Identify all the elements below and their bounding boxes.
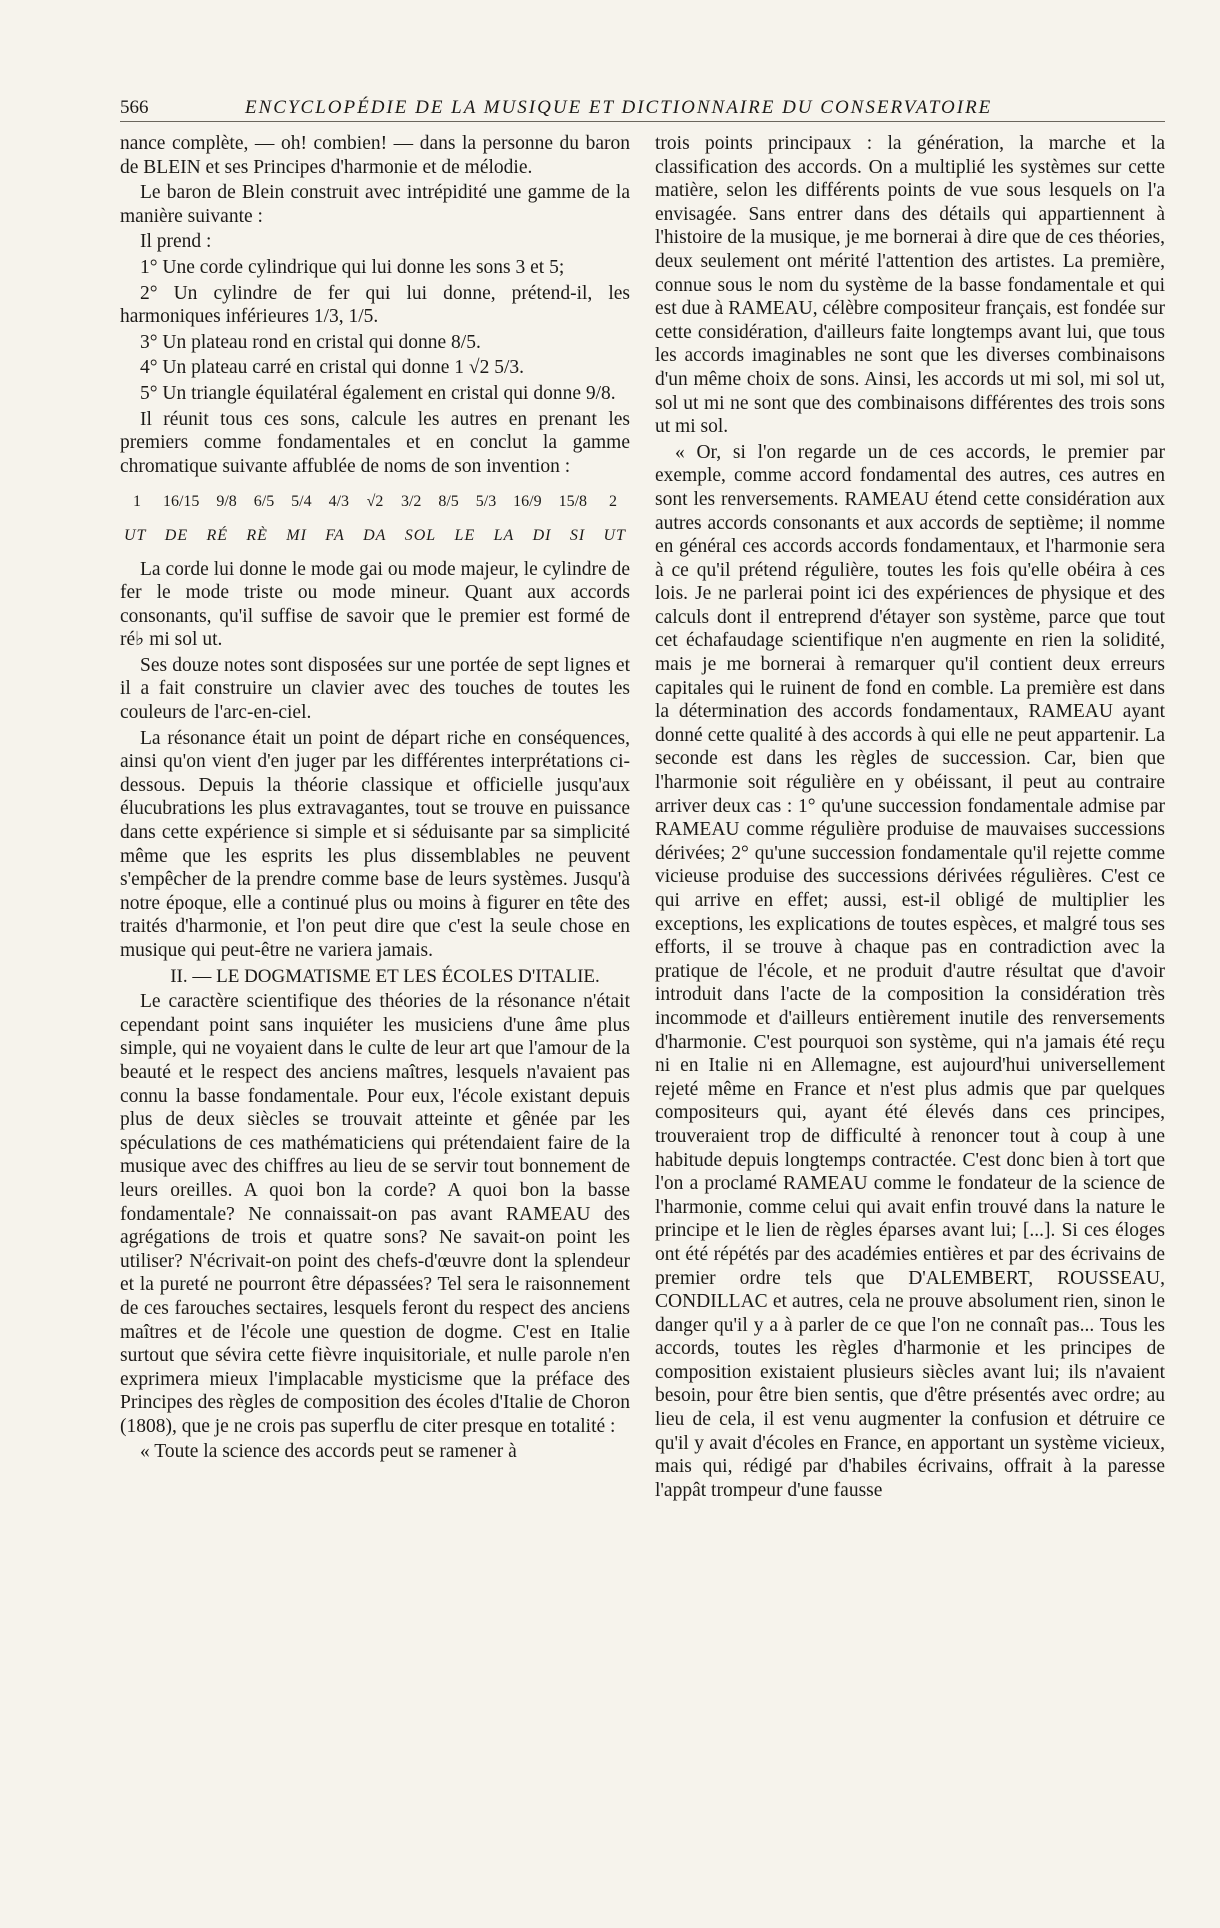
paragraph: nance complète, — oh! combien! — dans la personne du baron de BLEIN et ses Principes d'harmonie et de mélodie. bbox=[120, 133, 630, 178]
paragraph: Le caractère scientifique des théories de la résonance n'était cependant point sans inquiéter les musiciens d'une âme plus simple, qui ne voyaient dans le culte de leur art que l'amour de la beauté et le respect des anciens maîtres, lesquels n'avaient pas connu la basse fondamentale. Pour eux, l'école existant depuis plus de deux siècles se trouvait atteinte et gênée par les spéculations de ces mathématiciens qui prétendaient faire de la musique avec des chiffres au lieu de se servir tout bonnement de leurs oreilles. A quoi bon la corde? A quoi bon la basse fondamentale? Ne connaissait-on pas avant RAMEAU des agrégations de trois et quatre sons? Ne savait-on point les utiliser? N'écrivait-on point des chefs-d'œuvre dont la splendeur et la pureté ne pourront être dépassées? Tel sera le raisonnement de ces farouches sectaires, lesquels feront du respect des anciens maîtres et de l'école une question de dogme. C'est en Italie surtout que sévira cette fièvre inquisitoriale, et nulle parole n'en exprimera mieux l'implacable mysticisme que la préface des Principes des règles de composition des écoles d'Italie de Choron (1808), que je ne crois pas superflu de citer presque en totalité : bbox=[120, 991, 630, 1437]
scale-ratio: 9/8 bbox=[216, 493, 237, 511]
scale-ratio: 15/8 bbox=[558, 493, 588, 511]
scale-ratio: 2 bbox=[608, 493, 617, 511]
scale-ratio: 8/5 bbox=[438, 493, 459, 511]
list-item: 2° Un cylindre de fer qui lui donne, prétend-il, les harmoniques inférieures 1/3, 1/5. bbox=[120, 282, 630, 328]
scale-ratio: 1 bbox=[133, 493, 141, 511]
note-name: RÈ bbox=[246, 526, 268, 544]
page-number: 566 bbox=[120, 97, 149, 118]
note-name: UT bbox=[603, 526, 626, 544]
paragraph: Il prend : bbox=[140, 231, 212, 253]
paragraph: trois points principaux : la génération, la marche et la classification des accords. On a multiplié les systèmes sur cette matière, selon les différents points de vue sous lesquels on l'a envisagée. Sans entrer dans des détails qui appartiennent à l'histoire de la musique, je me bornerai à dire que de ces théories, deux seulement ont mérité l'attention des artistes. La première, connue sous le nom du système de la basse fondamentale et qui est due à RAMEAU, célèbre compositeur français, est fondée sur cette considération, d'ailleurs faite longtemps avant lui, que tous les accords imaginables ne sont que les diverses combinaisons d'un même choix de sons. Ainsi, les accords ut mi sol, mi sol ut, sol ut mi ne sont que des combinaisons différentes des trois sons ut mi sol. bbox=[655, 133, 1165, 438]
note-name: DE bbox=[164, 526, 189, 544]
note-name: SI bbox=[569, 526, 586, 544]
left-column bbox=[120, 132, 630, 1466]
list-item: 3° Un plateau rond en cristal qui donne 8/5. bbox=[140, 331, 481, 353]
right-column bbox=[655, 132, 1165, 1504]
note-name: SOL bbox=[404, 526, 437, 544]
scale-ratio: 16/9 bbox=[513, 493, 542, 511]
note-name: LA bbox=[493, 526, 515, 544]
note-name: DA bbox=[363, 526, 387, 544]
list-item: 5° Un triangle équilatéral également en cristal qui donne 9/8. bbox=[140, 382, 616, 404]
note-name: LE bbox=[454, 526, 476, 544]
scale-names-row bbox=[120, 514, 630, 548]
note-name: DI bbox=[532, 526, 552, 544]
list-item: 1° Une corde cylindrique qui lui donne les sons 3 et 5; bbox=[140, 256, 565, 278]
paragraph: « Toute la science des accords peut se ramener à bbox=[140, 1441, 517, 1463]
scale-ratio: 6/5 bbox=[253, 493, 275, 511]
note-name: MI bbox=[286, 526, 307, 544]
running-title: ENCYCLOPÉDIE DE LA MUSIQUE ET DICTIONNAIRE DU CONSERVATOIRE bbox=[245, 97, 993, 118]
paragraph: La corde lui donne le mode gai ou mode majeur, le cylindre de fer le mode triste ou mode mineur. Quant aux accords consonants, qu'il suffise de savoir que le premier est formé de ré♭ mi sol ut. bbox=[120, 558, 630, 651]
note-name: FA bbox=[325, 526, 345, 544]
scale-ratio: 4/3 bbox=[328, 493, 350, 511]
section-heading: II. — LE DOGMATISME ET LES ÉCOLES D'ITALIE. bbox=[170, 965, 600, 987]
paragraph: Le baron de Blein construit avec intrépidité une gamme de la manière suivante : bbox=[120, 182, 630, 227]
note-name: RÉ bbox=[206, 526, 229, 544]
paragraph: « Or, si l'on regarde un de ces accords, le premier par exemple, comme accord fondamental des autres, ces autres en sont les renversements. RAMEAU étend cette considération aux autres accords consonants et aux accords de septième; il nomme en général ces accords accords fondamentaux, et l'harmonie sera à ce qu'il prétend régulière, toutes les fois qu'elle obéira à ces lois. Je ne parlerai point ici des expériences de physique et des calculs dont il entreprend d'étayer son système, parce que tout cet échafaudage scientifique n'en augmente en rien la solidité, mais je me bornerai à remarquer qu'il contient deux erreurs capitales qui le ruinent de fond en comble. La première est dans la détermination des accords fondamentaux, RAMEAU ayant donné cette qualité à des accords à qui elle ne peut appartenir. La seconde est dans les règles de succession. Car, bien que l'harmonie soit régulière en y obéissant, il peut au contraire arriver deux cas : 1° qu'une succession fondamentale admise par RAMEAU comme régulière produise de mauvaises successions dérivées; 2° qu'une succession fondamentale qu'il rejette comme vicieuse produise des successions dérivées régulières. C'est ce qui arrive en effet; aussi, est-il obligé de multiplier les exceptions, les explications de toutes espèces, et malgré tous ses efforts, il se trouve à chaque pas en contradiction avec la pratique de l'école, et ne produit d'autre résultat que d'avoir introduit dans l'acte de la composition la considération très incommode et d'ailleurs entièrement inutile des renversements d'harmonie. C'est pourquoi son système, qui n'a jamais été reçu ni en Italie ni en Allemagne, est aujourd'hui universellement rejeté même en France et n'est plus admis que par quelques compositeurs qui, ayant été élevés dans ces principes, trouveraient trop de difficulté à renoncer tout à coup à une habitude depuis longtemps contractée. C'est donc bien à tort que l'on a proclamé RAMEAU comme le fondateur de la science de l'harmonie, comme celui qui avait enfin trouvé dans la nature le principe et le lien de règles éparses avant lui; [...]. Si ces éloges ont été répétés par des académies entières et par des écrivains de premier ordre tels que D'ALEMBERT, ROUSSEAU, CONDILLAC et autres, cela ne prouve absolument rien, sinon le danger qu'il y a à parler de ce que l'on ne connaît pas... Tous les accords, toutes les règles d'harmonie et les principes de composition existaient plusieurs siècles avant lui; ils n'avaient besoin, pour être bien sentis, que d'être présentés avec ordre; au lieu de cela, il est venu augmenter la confusion et détruire ce qu'il y avait d'écoles en France, en apportant un système vicieux, mais qui, rédigé par d'habiles écrivains, offrait à la paresse l'appât trompeur d'une fausse bbox=[655, 441, 1165, 1501]
scale-ratio: 16/15 bbox=[162, 493, 200, 511]
paragraph: Il réunit tous ces sons, calcule les autres en prenant les premiers comme fondamentales et en conclut la gamme chromatique suivante affublée de noms de son invention : bbox=[120, 408, 630, 477]
scale-ratio: √2 bbox=[366, 493, 384, 511]
note-name: UT bbox=[124, 526, 147, 544]
paragraph: Ses douze notes sont disposées sur une portée de sept lignes et il a fait construire un clavier avec des touches de toutes les couleurs de l'arc-en-ciel. bbox=[120, 654, 630, 724]
running-header bbox=[120, 97, 1165, 122]
scale-ratio: 5/3 bbox=[475, 493, 497, 511]
list-item: 4° Un plateau carré en cristal qui donne 1 √2 5/3. bbox=[140, 357, 525, 379]
scale-ratio: 5/4 bbox=[291, 493, 312, 511]
scale-ratios-row bbox=[120, 490, 630, 514]
paragraph: La résonance était un point de départ riche en conséquences, ainsi qu'on vient d'en juger par les différentes interprétations ci-dessous. Depuis la théorie classique et officielle jusqu'aux élucubrations les plus extravagantes, tout se trouve en puissance dans cette expérience si simple et si séduisante par sa simplicité même que les esprits les plus dissemblables ne peuvent s'empêcher de la prendre comme base de leurs systèmes. Jusqu'à notre époque, elle a continué plus ou moins à figurer en tête des traités d'harmonie, et l'on peut dire que c'est la seule chose en musique qui peut-être ne variera jamais. bbox=[120, 727, 630, 961]
chromatic-scale-table bbox=[120, 490, 630, 547]
scale-ratio: 3/2 bbox=[400, 493, 422, 511]
